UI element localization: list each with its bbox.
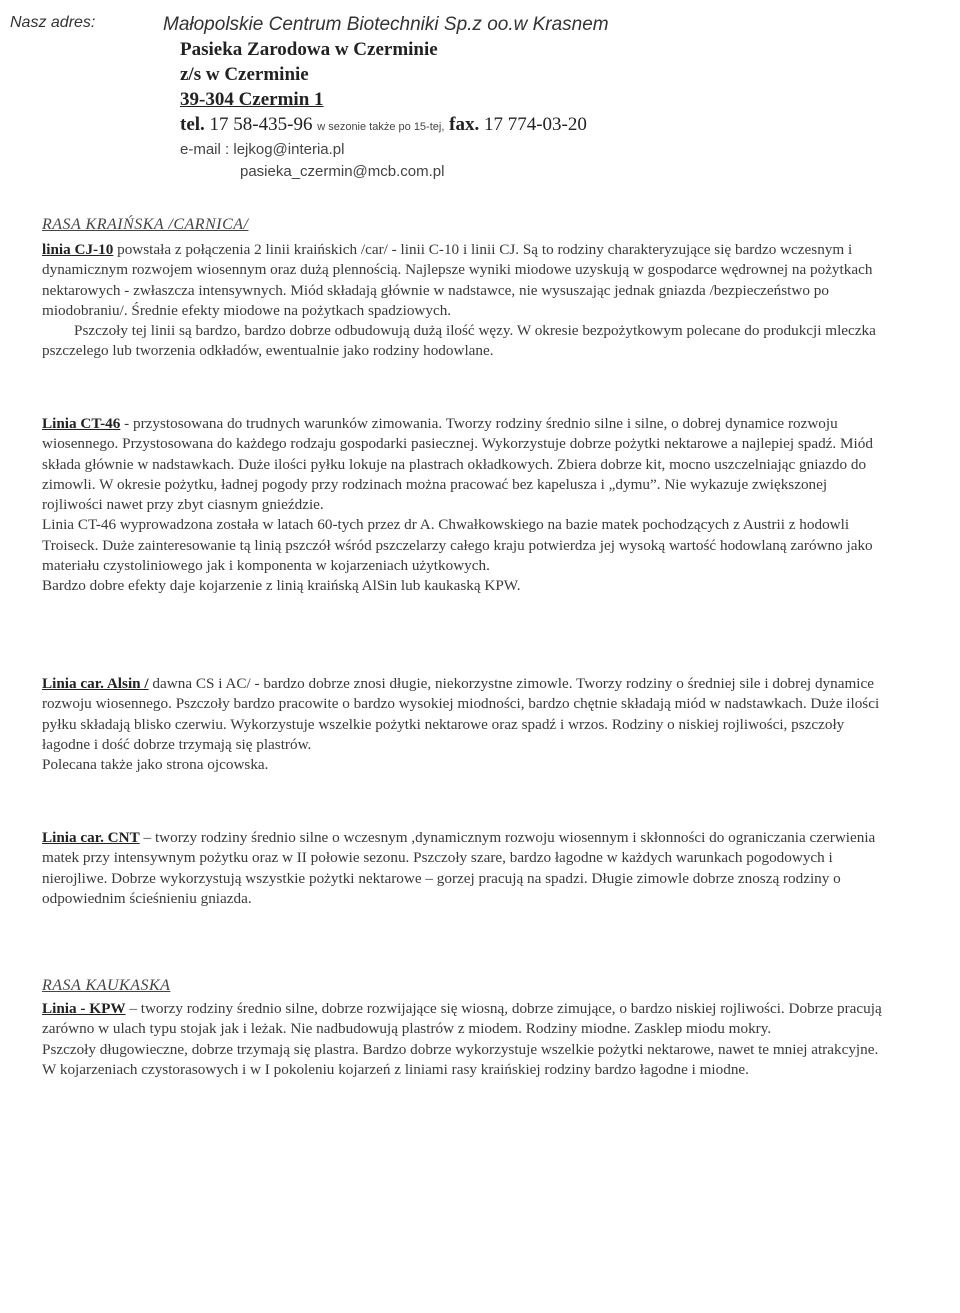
- text-alsin-2: Polecana także jako strona ojcowska.: [42, 756, 269, 774]
- tel-note: w sezonie także po 15-tej,: [317, 121, 445, 133]
- line-label-kpw: Linia - KPW: [42, 1000, 126, 1017]
- tel-prefix: tel.: [180, 114, 205, 135]
- text-cj10-2: Pszczoły tej linii są bardzo, bardzo dobrze odbudowują dużą ilość węzy. W okresie bezpożytkowym polecane do produkcji mleczka pszczelego lub tworzenia odkładów, ewentualnie jako rodziny hodowlane.: [42, 322, 876, 360]
- paragraph-ct46: [42, 414, 882, 597]
- paragraph-cj10: [42, 240, 882, 362]
- line-label-cj10: linia CJ-10: [42, 241, 114, 258]
- text-ct46-2: Linia CT-46 wyprowadzona została w latach 60-tych przez dr A. Chwałkowskiego na bazie matek pochodzących z Austrii z hodowli Troiseck. Duże zainteresowanie tą linią pszczół wśród pszczelarzy całego kraju potwierdza jej wysoką wartość hodowlaną zarówno jako materiału czystoliniowego jak i komponenta w kojarzeniach użytkowych.: [42, 516, 873, 575]
- text-alsin: dawna CS i AC/ - bardzo dobrze znosi długie, niekorzystne zimowle. Tworzy rodziny o średniej sile i dobrej dynamice rozwoju wiosennego. Pszczoły bardzo pracowite o bardzo wysokiej miodności, bardzo chętnie składają miód w nadstawkach. Duże ilości pyłku składają blisko czerwiu. Wykorzystuje wszelkie pożytki nektarowe oraz spadź i wrzos. Rodziny o niskiej rojliwości, pszczoły łagodne i dość dobrze trzymają się plastrów.: [42, 675, 880, 753]
- address-label: Nasz adres:: [10, 14, 96, 31]
- text-ct46-3: Bardzo dobre efekty daje kojarzenie z linią kraińską AlSin lub kaukaską KPW.: [42, 577, 521, 595]
- company-name: Małopolskie Centrum Biotechniki Sp.z oo.w Krasnem: [163, 14, 609, 35]
- phone-line: [180, 114, 587, 136]
- text-kpw-2: Pszczoły długowieczne, dobrze trzymają się plastra. Bardzo dobrze wykorzystuje wszelkie pożytki nektarowe, nawet te mniej atrakcyjne. W kojarzeniach czystorasowych i w I pokoleniu kojarzeń z liniami rasy kraińskiej rodziny bardzo łagodne i miodne.: [42, 1040, 879, 1078]
- address-seat: z/s w Czerminie: [180, 64, 309, 85]
- email-line: [180, 141, 344, 158]
- fax-label: fax.: [444, 114, 480, 135]
- section-title-carnica: RASA KRAIŃSKA /CARNICA/: [42, 216, 249, 233]
- line-label-cnt: Linia car. CNT: [42, 829, 140, 846]
- text-cj10: powstała z połączenia 2 linii kraińskich /car/ - linii C-10 i linii CJ. Są to rodziny charakteryzujące się bardzo wczesnym i dynamicznym rozwojem wiosennym oraz dużą plennością. Najlepsze wyniki miodowe uzyskują w gospodarce wędrownej na pożytkach nektarowych - zwłaszcza intensywnych. Miód składają głównie w nadstawce, nie wysuszając jednak gniazda /bezpieczeństwo po miodobraniu/. Średnie efekty miodowe na pożytkach spadziowych.: [42, 241, 873, 319]
- tel-number: 17 58-435-96: [204, 114, 318, 135]
- fax-number: 17 774-03-20: [479, 114, 587, 135]
- apiary-name: Pasieka Zarodowa w Czerminie: [180, 39, 438, 60]
- text-cnt: – tworzy rodziny średnio silne o wczesnym ,dynamicznym rozwoju wiosennym i skłonności do ograniczania czerwienia matek przy intensywnym pożytku oraz w II połowie sezonu. Pszczoły szare, bardzo łagodne w każdych warunkach pogodowych i nierojliwe. Dobrze wykorzystują wszystkie pożytki nektarowe – gorzej pracują na spadzi. Długie zimowle dobrze znoszą rodziny o odpowiednim ścieśnieniu gniazda.: [42, 829, 876, 907]
- section-title-caucasian: RASA KAUKASKA: [42, 977, 171, 994]
- address-postal: 39-304 Czermin 1: [180, 89, 324, 110]
- line-label-alsin: Linia car. Alsin /: [42, 675, 149, 692]
- email-secondary[interactable]: pasieka_czermin@mcb.com.pl: [240, 163, 445, 180]
- paragraph-cnt: [42, 828, 882, 909]
- email-label: e-mail :: [180, 141, 230, 158]
- text-ct46: - przystosowana do trudnych warunków zimowania. Tworzy rodziny średnio silne i silne, o dobrej dynamice rozwoju wiosennego. Przystosowana do każdego rodzaju gospodarki pasiecznej. Wykorzystuje dobrze pożytki nektarowe a najlepiej spadź. Miód składa głównie w nadstawkach. Duże ilości pyłku lokuje na plastrach okładkowych. Zbiera dobrze kit, mocno uszczelniając gniazdo do zimowli. W okresie pożytku, ładnej pogody przy rodzinach można pracować bez kapelusza i „dymu”. Nie wykazuje zwiększonej rojliwości nawet przy zbyt ciasnym gnieździe.: [42, 415, 873, 514]
- email-primary[interactable]: lejkog@interia.pl: [233, 141, 345, 158]
- line-label-ct46: Linia CT-46: [42, 415, 121, 432]
- paragraph-kpw: [42, 999, 882, 1080]
- paragraph-alsin: [42, 674, 882, 775]
- text-kpw: – tworzy rodziny średnio silne, dobrze rozwijające się wiosną, dobrze zimujące, o bardzo niskiej rojliwości. Dobrze pracują zarówno w ulach typu stojak jak i leżak. Nie nadbudowują plastrów z miodem. Rodziny miodne. Zasklep miodu mokry.: [42, 1000, 882, 1038]
